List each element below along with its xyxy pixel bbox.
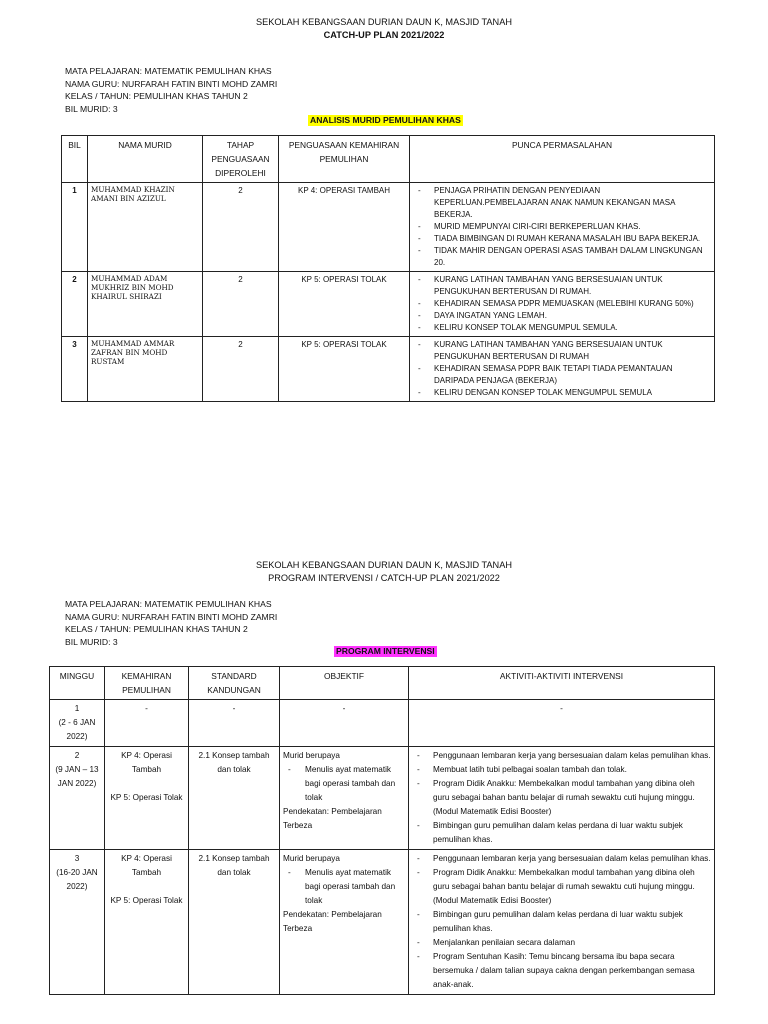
week-dates: (16-20 JAN 2022) xyxy=(56,868,98,891)
cause-item: - KEHADIRAN SEMASA PDPR BAIK TETAPI TIADA PEMANTAUAN DARIPADA PENJAGA (BEKERJA) xyxy=(413,363,711,387)
cause-item: - KELIRU KONSEP TOLAK MENGUMPUL SEMULA. xyxy=(413,322,711,334)
activity-item: - Bimbingan guru pemulihan dalam kelas perdana di luar waktu subjek pemulihan khas. xyxy=(412,908,711,936)
skill-line: KP 4: Operasi Tambah xyxy=(121,751,172,774)
plan-subtitle-2: PROGRAM INTERVENSI / CATCH-UP PLAN 2021/2022 xyxy=(268,573,500,583)
cause-item: - TIADA BIMBINGAN DI RUMAH KERANA MASALAH IBU BAPA BEKERJA. xyxy=(413,233,711,245)
subject-line: MATA PELAJARAN: MATEMATIK PEMULIHAN KHAS xyxy=(65,599,272,609)
week-cell xyxy=(50,747,105,850)
objective-item: - Menulis ayat matematik bagi operasi tambah dan tolak xyxy=(283,763,405,805)
activity-item: - Program Didik Anakku: Membekalkan modul tambahan yang dibina oleh guru sebagai bahan bantu belajar di rumah sewaktu cuti hujung minggu. (Modul Matematik Edisi Booster) xyxy=(412,777,711,819)
teacher-line: NAMA GURU: NURFARAH FATIN BINTI MOHD ZAMRI xyxy=(65,611,278,622)
row-number: 1 xyxy=(62,183,88,272)
row-number: 2 xyxy=(62,272,88,337)
week-number: 1 xyxy=(74,704,80,713)
skill-line: KP 4: Operasi Tambah xyxy=(121,854,172,877)
objective-cell: - xyxy=(280,700,409,747)
activity-item: - Membuat latih tubi pelbagai soalan tambah dan tolak. xyxy=(412,763,711,777)
class-line: KELAS / TAHUN: PEMULIHAN KHAS TAHUN 2 xyxy=(65,624,248,634)
pupil-count-line: BIL MURID: 3 xyxy=(65,636,118,647)
skill-cell xyxy=(105,747,189,850)
activity-item: - Penggunaan lembaran kerja yang bersesuaian dalam kelas pemulihan khas. xyxy=(412,749,711,763)
cause-item: - MURID MEMPUNYAI CIRI-CIRI BERKEPERLUAN KHAS. xyxy=(413,221,711,233)
header-punca: PUNCA PERMASALAHAN xyxy=(410,136,715,183)
standard-cell: 2.1 Konsep tambah dan tolak xyxy=(189,850,280,995)
pupil-name: MUHAMMAD KHAZIN AMANI BIN AZIZUL xyxy=(88,183,203,272)
subject-line: MATA PELAJARAN: MATEMATIK PEMULIHAN KHAS xyxy=(65,66,272,76)
cause-item: - KELIRU DENGAN KONSEP TOLAK MENGUMPUL SEMULA xyxy=(413,387,711,399)
table-header-row xyxy=(62,136,715,183)
table-row xyxy=(50,747,715,850)
objective-item: - Menulis ayat matematik bagi operasi tambah dan tolak xyxy=(283,866,405,908)
skill-cell: - xyxy=(105,700,189,747)
header-kemahiran: KEMAHIRAN PEMULIHAN xyxy=(105,667,189,700)
header-nama: NAMA MURID xyxy=(88,136,203,183)
skill-value: KP 5: OPERASI TOLAK xyxy=(279,337,410,402)
meta-block-1 xyxy=(65,65,277,115)
cause-cell xyxy=(410,337,715,402)
cause-item: - KURANG LATIHAN TAMBAHAN YANG BERSESUAIAN UNTUK PENGUKUHAN BERTERUSAN DI RUMAH xyxy=(413,339,711,363)
cause-item: - KEHADIRAN SEMASA PDPR MEMUASKAN (MELEBIHI KURANG 50%) xyxy=(413,298,711,310)
pupil-name: MUHAMMAD ADAM MUKHRIZ BIN MOHD KHAIRUL SHIRAZI xyxy=(88,272,203,337)
teacher-line: NAMA GURU: NURFARAH FATIN BINTI MOHD ZAMRI xyxy=(65,78,278,89)
activity-item: - Menjalankan penilaian secara dalaman xyxy=(412,936,711,950)
table-row xyxy=(50,700,715,747)
header-standard: STANDARD KANDUNGAN xyxy=(189,667,280,700)
skill-cell xyxy=(105,850,189,995)
objective-cell xyxy=(280,850,409,995)
objective-intro: Murid berupaya xyxy=(283,751,340,760)
activity-cell: - xyxy=(409,700,715,747)
standard-cell: 2.1 Konsep tambah dan tolak xyxy=(189,747,280,850)
week-cell xyxy=(50,700,105,747)
week-number: 2 xyxy=(74,751,80,760)
activity-cell xyxy=(409,850,715,995)
cause-item: - DAYA INGATAN YANG LEMAH. xyxy=(413,310,711,322)
objective-approach: Pendekatan: Pembelajaran Terbeza xyxy=(283,807,382,830)
activity-item: - Bimbingan guru pemulihan dalam kelas perdana di luar waktu subjek pemulihan khas. xyxy=(412,819,711,847)
header-minggu: MINGGU xyxy=(50,667,105,700)
week-cell xyxy=(50,850,105,995)
activity-item: - Program Didik Anakku: Membekalkan modul tambahan yang dibina oleh guru sebagai bahan bantu belajar di rumah sewaktu cuti hujung minggu. (Modul Matematik Edisi Booster) xyxy=(412,866,711,908)
header-objektif: OBJEKTIF xyxy=(280,667,409,700)
header-tahap: TAHAP PENGUASAAN DIPEROLEHI xyxy=(203,136,279,183)
activity-item: - Program Sentuhan Kasih: Temu bincang bersama ibu bapa secara bersemuka / dalam talian supaya cakna dengan perkembangan semasa anak-anak. xyxy=(412,950,711,992)
tahap-value: 2 xyxy=(203,183,279,272)
skill-value: KP 5: OPERASI TOLAK xyxy=(279,272,410,337)
pupil-name: MUHAMMAD AMMAR ZAFRAN BIN MOHD RUSTAM xyxy=(88,337,203,402)
header-kemahiran: PENGUASAAN KEMAHIRAN PEMULIHAN xyxy=(279,136,410,183)
analysis-heading: ANALISIS MURID PEMULIHAN KHAS xyxy=(310,115,461,125)
table-header-row xyxy=(50,667,715,700)
table-row xyxy=(62,337,715,402)
header-bil: BIL xyxy=(62,136,88,183)
cause-item: - KURANG LATIHAN TAMBAHAN YANG BERSESUAIAN UNTUK PENGUKUHAN BERTERUSAN DI RUMAH. xyxy=(413,274,711,298)
activity-item: - Penggunaan lembaran kerja yang bersesuaian dalam kelas pemulihan khas. xyxy=(412,852,711,866)
intervention-heading: PROGRAM INTERVENSI xyxy=(336,646,435,656)
skill-line: KP 5: Operasi Tolak xyxy=(110,793,183,802)
meta-block-2 xyxy=(65,598,277,648)
week-dates: (9 JAN – 13 JAN 2022) xyxy=(55,765,99,788)
plan-subtitle-1: CATCH-UP PLAN 2021/2022 xyxy=(323,30,445,40)
objective-approach: Pendekatan: Pembelajaran Terbeza xyxy=(283,910,382,933)
class-line: KELAS / TAHUN: PEMULIHAN KHAS TAHUN 2 xyxy=(65,91,248,101)
activity-cell xyxy=(409,747,715,850)
intervention-table xyxy=(49,666,715,995)
table-row xyxy=(50,850,715,995)
school-title-2: SEKOLAH KEBANGSAAN DURIAN DAUN K, MASJID TANAH xyxy=(256,560,512,570)
objective-intro: Murid berupaya xyxy=(283,854,340,863)
header-aktiviti: AKTIVITI-AKTIVITI INTERVENSI xyxy=(409,667,715,700)
school-title-1: SEKOLAH KEBANGSAAN DURIAN DAUN K, MASJID TANAH xyxy=(256,17,512,27)
skill-value: KP 4: OPERASI TAMBAH xyxy=(279,183,410,272)
row-number: 3 xyxy=(62,337,88,402)
skill-line: KP 5: Operasi Tolak xyxy=(110,896,183,905)
pupil-count-line: BIL MURID: 3 xyxy=(65,103,118,114)
table-row xyxy=(62,183,715,272)
week-number: 3 xyxy=(74,854,80,863)
standard-cell: - xyxy=(189,700,280,747)
tahap-value: 2 xyxy=(203,337,279,402)
objective-cell xyxy=(280,747,409,850)
cause-item: - TIDAK MAHIR DENGAN OPERASI ASAS TAMBAH DALAM LINGKUNGAN 20. xyxy=(413,245,711,269)
tahap-value: 2 xyxy=(203,272,279,337)
week-dates: (2 - 6 JAN 2022) xyxy=(58,718,96,741)
cause-item: - PENJAGA PRIHATIN DENGAN PENYEDIAAN KEPERLUAN.PEMBELAJARAN ANAK NAMUN KEKANGAN MASA BEKERJA. xyxy=(413,185,711,221)
cause-cell xyxy=(410,183,715,272)
table-row xyxy=(62,272,715,337)
cause-cell xyxy=(410,272,715,337)
pupil-analysis-table xyxy=(61,135,715,402)
